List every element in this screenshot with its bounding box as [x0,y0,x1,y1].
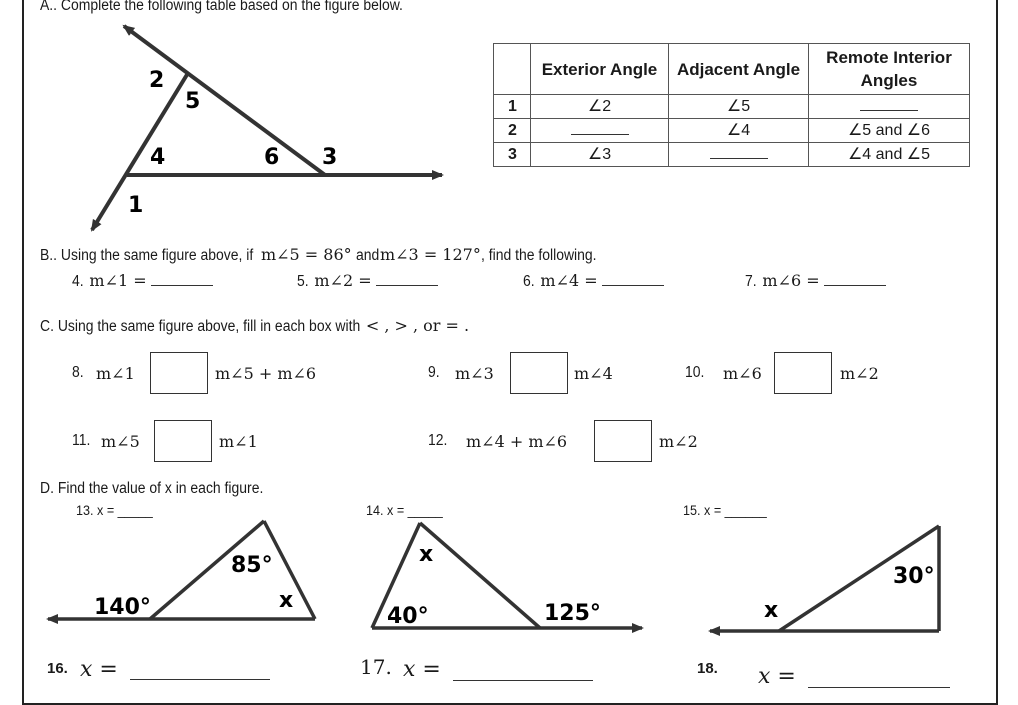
section-b-and: and [356,247,380,264]
question-number: 4. [72,273,84,290]
section-c-intro [40,316,469,336]
angle-table [493,43,970,167]
question-5 [297,271,438,291]
exterior-cell-blank[interactable] [531,119,669,143]
question-7 [745,271,886,291]
answer-16-number: 16. [47,660,68,677]
angle-125: 125° [544,601,601,626]
answer-17-blank[interactable] [453,680,593,681]
question-expr: m∠1 = [89,271,147,290]
question-number: 12. [428,432,448,449]
answer-18-number: 18. [697,660,718,677]
problem-13-label: 13. x = _____ [76,502,153,518]
compare-box[interactable] [594,420,652,462]
answer-18-blank[interactable] [808,687,950,688]
problem-15-label: 15. x = ______ [683,502,767,518]
answer-16-blank[interactable] [130,679,270,680]
compare-box[interactable] [774,352,832,394]
answer-18-expr: x = [758,664,796,689]
compare-right: m∠4 [574,364,613,383]
table-header: Remote Interior Angles [809,44,970,95]
answer-blank[interactable] [602,285,664,286]
row-number: 3 [494,143,531,167]
angle-x: x [279,588,294,613]
question-expr: m∠4 = [540,271,598,290]
question-number: 8. [72,364,84,381]
compare-box[interactable] [150,352,208,394]
compare-right: m∠1 [219,432,258,451]
triangle-14 [372,523,642,629]
adjacent-cell-blank[interactable] [669,143,809,167]
angle-label-4: 4 [150,145,166,170]
question-number: 7. [745,273,757,290]
compare-box[interactable] [510,352,568,394]
compare-right: m∠2 [840,364,879,383]
triangle-13 [48,521,315,620]
question-number: 10. [685,364,705,381]
exterior-cell: ∠3 [531,143,669,167]
row-number: 2 [494,119,531,143]
answer-blank[interactable] [151,285,213,286]
angle-label-2: 2 [149,68,165,93]
compare-right: m∠5 + m∠6 [215,364,317,383]
triangle-figures [0,510,1018,650]
question-6 [523,271,664,291]
remote-cell: ∠5 and ∠6 [809,119,970,143]
answer-blank[interactable] [860,96,918,111]
adjacent-cell: ∠4 [669,119,809,143]
section-b-prefix: B.. Using the same figure above, if [40,247,254,264]
angle-85: 85° [231,553,273,578]
question-4 [72,271,213,291]
section-c-text: C. Using the same figure above, fill in each box with [40,318,361,335]
answer-17-number: 17. [360,655,392,679]
compare-right: m∠2 [659,432,698,451]
answer-blank[interactable] [571,120,629,135]
angle-140: 140° [94,595,151,620]
angle-x: x [419,542,434,567]
angle-label-3: 3 [322,145,338,170]
table-header: Exterior Angle [531,44,669,95]
remote-cell: ∠4 and ∠5 [809,143,970,167]
table-row [494,95,970,119]
angle-30: 30° [893,564,935,589]
table-header [494,44,531,95]
answer-17-expr: x = [403,657,441,682]
angle-label-1: 1 [128,193,144,218]
given-angle-3: m∠3 = 127° [379,245,481,264]
compare-left: m∠1 [96,364,135,383]
section-b-intro [40,245,609,265]
angle-40: 40° [387,604,429,629]
comparison-symbols: < , > , or = . [365,316,470,335]
compare-left: m∠6 [723,364,762,383]
angle-label-6: 6 [264,145,280,170]
problem-14-label: 14. x = _____ [366,502,443,518]
table-header-row [494,44,970,95]
compare-box[interactable] [154,420,212,462]
exterior-cell: ∠2 [531,95,669,119]
triangle-15 [710,526,939,631]
section-b-suffix: , find the following. [480,247,597,264]
question-number: 11. [72,432,91,449]
compare-left: m∠4 + m∠6 [466,432,568,451]
angle-label-5: 5 [185,89,201,114]
question-expr: m∠6 = [762,271,820,290]
answer-blank[interactable] [824,285,886,286]
table-row [494,119,970,143]
given-angle-5: m∠5 = 86° [260,245,352,264]
answer-blank[interactable] [376,285,438,286]
section-a-title: A.. Complete the following table based on the figure below. [40,0,403,14]
answer-16-expr: x = [80,657,118,682]
question-number: 6. [523,273,535,290]
question-number: 9. [428,364,440,381]
row-number: 1 [494,95,531,119]
question-expr: m∠2 = [314,271,372,290]
compare-left: m∠5 [101,432,140,451]
answer-blank[interactable] [710,144,768,159]
transversal-figure [0,0,480,240]
table-row [494,143,970,167]
question-number: 5. [297,273,309,290]
remote-cell-blank[interactable] [809,95,970,119]
section-d-intro: D. Find the value of x in each figure. [40,480,264,497]
adjacent-cell: ∠5 [669,95,809,119]
compare-left: m∠3 [455,364,494,383]
angle-x: x [764,598,779,623]
table-header: Adjacent Angle [669,44,809,95]
